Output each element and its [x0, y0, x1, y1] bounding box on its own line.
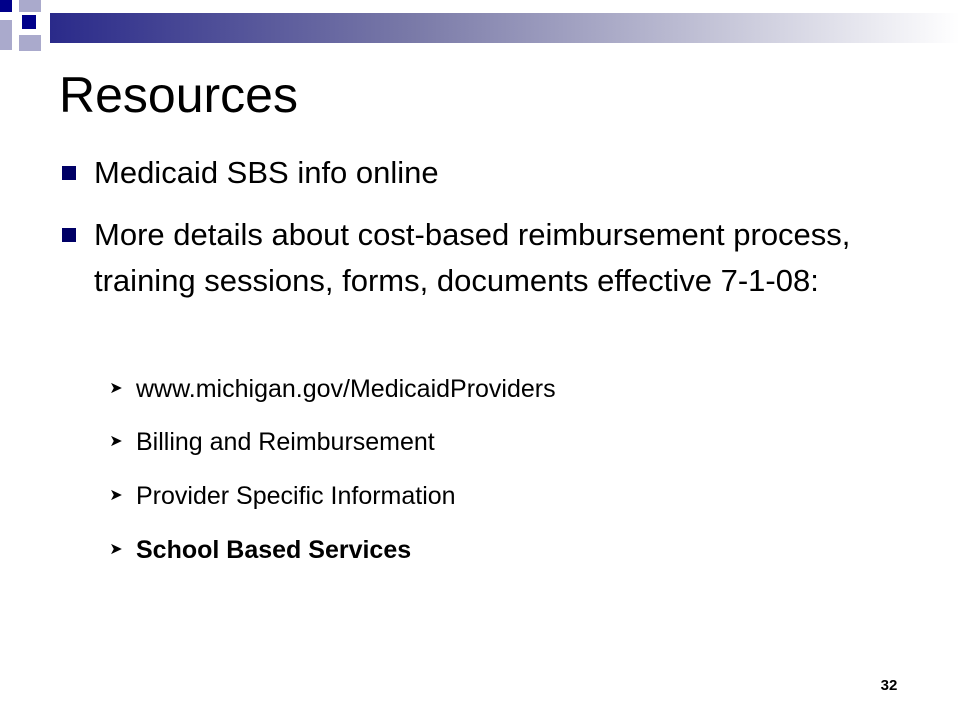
sub-bullet-text: Provider Specific Information [136, 482, 456, 510]
header-square-light-2 [0, 20, 12, 50]
header-square-dark-1 [0, 0, 12, 12]
arrow-bullet-icon: ➤ [109, 487, 123, 504]
header-square-light-1 [19, 0, 41, 12]
header-gradient-bar [50, 13, 960, 43]
header-square-light-3 [19, 35, 41, 51]
sub-bullet-text: School Based Services [136, 536, 412, 564]
arrow-bullet-icon: ➤ [109, 541, 123, 558]
bullet-text: More details about cost-based reimbursement process, training sessions, forms, documents effective 7-1-08: [94, 217, 851, 298]
square-bullet-icon [62, 228, 76, 242]
sub-bullet-text: Billing and Reimbursement [136, 428, 435, 456]
slide-title: Resources [59, 67, 298, 123]
bullet-text: Medicaid SBS info online [94, 155, 439, 190]
header-square-dark-2 [22, 15, 36, 29]
arrow-bullet-icon: ➤ [109, 433, 123, 450]
arrow-bullet-icon: ➤ [109, 380, 123, 397]
page-number: 32 [880, 677, 898, 694]
square-bullet-icon [62, 166, 76, 180]
sub-bullet-text: www.michigan.gov/MedicaidProviders [136, 375, 556, 403]
